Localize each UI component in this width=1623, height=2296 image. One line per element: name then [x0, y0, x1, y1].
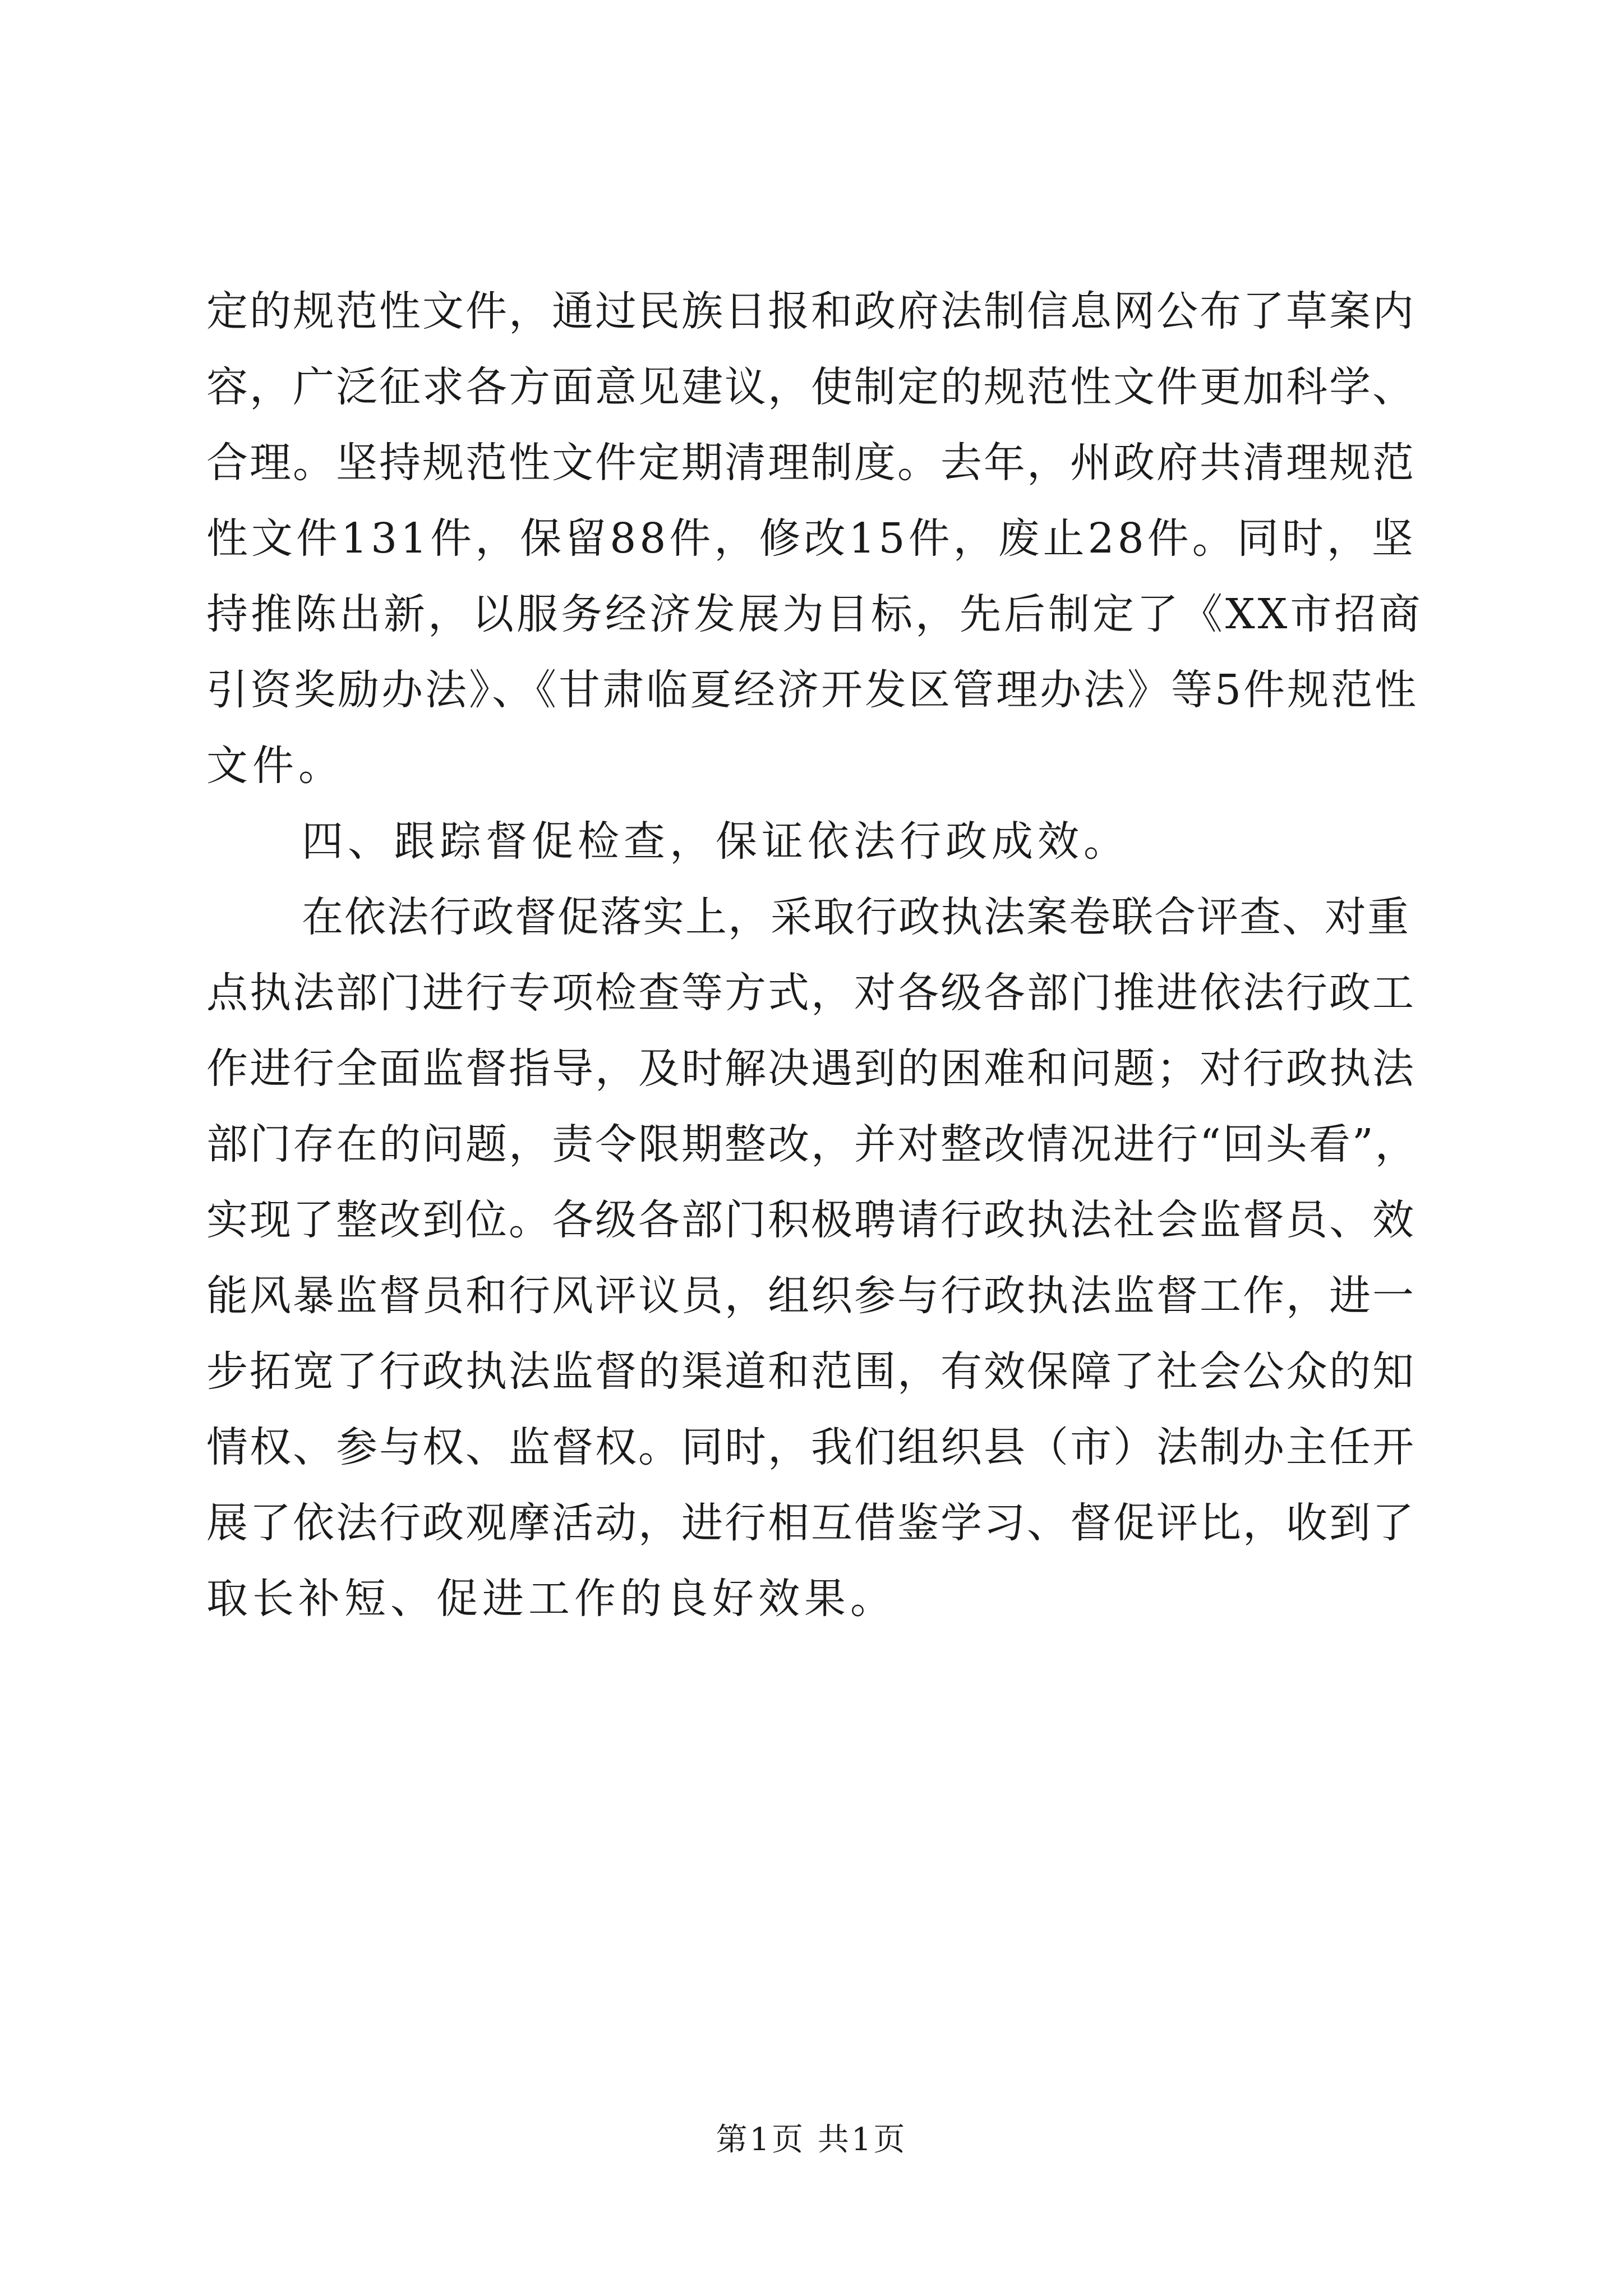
paragraph-line: 引资奖励办法》、《甘肃临夏经济开发区管理办法》等5件规范性: [206, 666, 1419, 714]
paragraph-line: 实现了整改到位。各级各部门积极聘请行政执法社会监督员、效: [206, 1196, 1415, 1244]
section-heading: 四、跟踪督促检查，保证依法行政成效。: [302, 817, 1129, 866]
paragraph-line: 步拓宽了行政执法监督的渠道和范围，有效保障了社会公众的知: [206, 1347, 1415, 1396]
paragraph-line: 取长补短、促进工作的良好效果。: [206, 1575, 896, 1623]
paragraph-line: 文件。: [206, 742, 344, 790]
paragraph-line: 性文件131件，保留88件，修改15件，废止28件。同时，坚: [206, 514, 1417, 563]
paragraph-line: 展了依法行政观摩活动，进行相互借鉴学习、督促评比，收到了: [206, 1499, 1415, 1547]
paragraph-line: 定的规范性文件，通过民族日报和政府法制信息网公布了草案内: [206, 287, 1415, 335]
paragraph-line: 容，广泛征求各方面意见建议，使制定的规范性文件更加科学、: [206, 363, 1415, 411]
paragraph-line: 合理。坚持规范性文件定期清理制度。去年，州政府共清理规范: [206, 439, 1415, 487]
paragraph-line: 部门存在的问题，责令限期整改，并对整改情况进行“回头看”，: [206, 1120, 1418, 1168]
paragraph-line: 能风暴监督员和行风评议员，组织参与行政执法监督工作，进一: [206, 1272, 1415, 1320]
paragraph-line: 情权、参与权、监督权。同时，我们组织县（市）法制办主任开: [206, 1423, 1415, 1471]
paragraph-line: 在依法行政督促落实上，采取行政执法案卷联合评查、对重: [302, 893, 1410, 941]
page-number-footer: 第1页 共1页: [716, 2122, 907, 2158]
paragraph-line: 作进行全面监督指导，及时解决遇到的困难和问题；对行政执法: [206, 1045, 1415, 1093]
paragraph-line: 点执法部门进行专项检查等方式，对各级各部门推进依法行政工: [206, 969, 1415, 1017]
paragraph-line: 持推陈出新，以服务经济发展为目标，先后制定了《XX市招商: [206, 590, 1423, 638]
